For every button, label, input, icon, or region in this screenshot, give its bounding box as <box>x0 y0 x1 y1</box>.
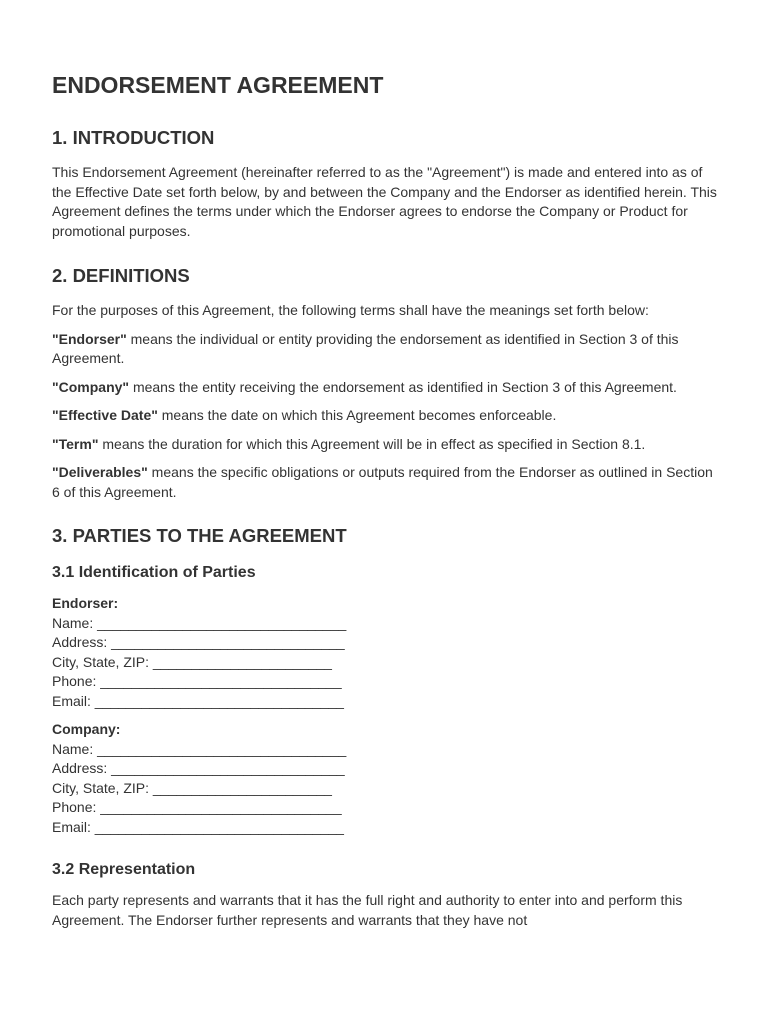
definition-term: "Effective Date" <box>52 407 158 423</box>
definition-term: "Deliverables" <box>52 464 148 480</box>
endorser-name-field[interactable]: Name: ________________________________ <box>52 614 347 631</box>
endorser-block <box>52 594 718 711</box>
endorser-city-state-zip-field[interactable]: City, State, ZIP: _______________________ <box>52 653 332 670</box>
company-city-state-zip-field[interactable]: City, State, ZIP: _______________________ <box>52 779 332 796</box>
company-label: Company: <box>52 721 121 737</box>
definition-text: means the entity receiving the endorsement as identified in Section 3 of this Agreement. <box>129 378 677 395</box>
definition-text: means the date on which this Agreement becomes enforceable. <box>157 407 557 423</box>
representation-paragraph: Each party represents and warrants that it has the full right and authority to enter into and perform this Agreement. The Endorser further represents and warrants that they have not <box>52 892 683 928</box>
subsection-heading-representation: 3.2 Representation <box>52 861 196 878</box>
endorser-phone-field[interactable]: Phone: _______________________________ <box>52 673 342 689</box>
section-heading-introduction: 1. INTRODUCTION <box>52 127 215 148</box>
introduction-paragraph: This Endorsement Agreement (hereinafter referred to as the "Agreement") is made and entered into as of the Effective Date set forth below, by and between the Company and the Endorser as identified herein. This Agreement defines the terms under which the Endorser agrees to endorse the Company or Product for promotional purposes. <box>52 164 717 239</box>
subsection-heading-identification: 3.1 Identification of Parties <box>52 564 256 581</box>
definition-item <box>52 435 718 455</box>
definitions-intro: For the purposes of this Agreement, the following terms shall have the meanings set forth below: <box>52 302 649 318</box>
company-block <box>52 720 718 837</box>
definition-text: means the duration for which this Agreement will be in effect as specified in Section 8.1. <box>98 435 646 452</box>
definition-term: "Term" <box>52 435 99 452</box>
definition-item <box>52 406 718 426</box>
company-name-field[interactable]: Name: ________________________________ <box>52 740 347 757</box>
endorser-label: Endorser: <box>52 595 119 611</box>
company-address-field[interactable]: Address: ______________________________ <box>52 760 345 776</box>
definition-term: "Company" <box>52 378 130 395</box>
company-phone-field[interactable]: Phone: _______________________________ <box>52 799 342 815</box>
section-heading-definitions: 2. DEFINITIONS <box>52 265 190 286</box>
definition-text: means the individual or entity providing the endorsement as identified in Section 3 of this Agreement. <box>52 330 679 366</box>
document-title: ENDORSEMENT AGREEMENT <box>52 72 384 98</box>
definition-item <box>52 463 718 502</box>
definition-term: "Endorser" <box>52 330 127 347</box>
company-email-field[interactable]: Email: ________________________________ <box>52 818 344 835</box>
definition-item <box>52 378 718 398</box>
definition-item <box>52 330 718 369</box>
endorser-email-field[interactable]: Email: ________________________________ <box>52 692 344 709</box>
section-heading-parties: 3. PARTIES TO THE AGREEMENT <box>52 525 347 546</box>
definition-text: means the specific obligations or outputs required from the Endorser as outlined in Section 6 of this Agreement. <box>52 464 713 500</box>
endorser-address-field[interactable]: Address: ______________________________ <box>52 634 345 650</box>
